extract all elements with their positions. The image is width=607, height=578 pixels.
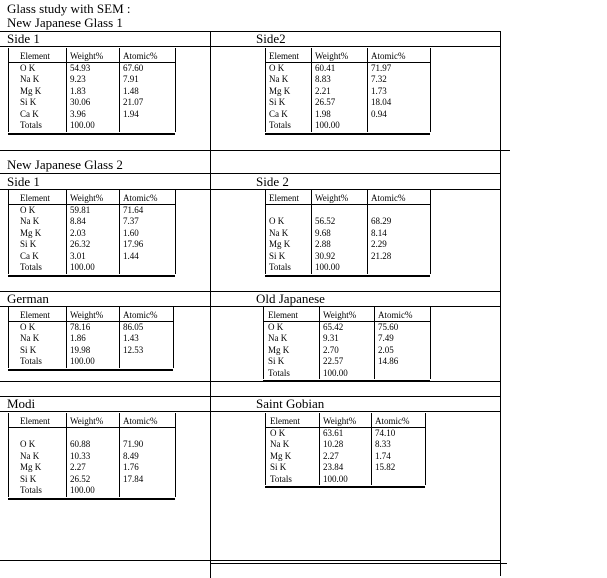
table-cell: 100.00	[323, 473, 348, 484]
table-cell: Ca K	[269, 108, 288, 119]
table-rule	[8, 133, 175, 135]
table-cell: 26.32	[70, 239, 91, 249]
table-cell: 3.01	[70, 250, 86, 261]
table-rule	[66, 307, 67, 368]
column-header: Atomic%	[123, 193, 158, 203]
table-rule	[263, 321, 430, 322]
table-cell: 1.86	[70, 333, 86, 343]
table-cell: 9.68	[315, 227, 331, 238]
table-rule	[8, 275, 175, 277]
table-cell: O K	[20, 62, 36, 73]
table-rule	[319, 413, 320, 485]
table-cell: Totals	[269, 120, 291, 130]
grid-line	[0, 560, 500, 561]
table-cell: O K	[270, 427, 286, 438]
table-cell: 2.27	[70, 462, 86, 472]
table-cell: 0.94	[371, 108, 387, 119]
table-cell: 8.14	[371, 227, 387, 238]
table-cell: 60.88	[70, 439, 91, 449]
table-cell: 2.21	[315, 85, 331, 96]
table-rule	[430, 190, 431, 274]
column-header: Atomic%	[123, 416, 158, 426]
column-header: Element	[269, 193, 299, 203]
table-cell: Mg K	[20, 85, 42, 96]
table-rule	[371, 413, 372, 485]
table-rule	[265, 486, 425, 488]
table-cell: 10.28	[323, 439, 344, 449]
table-cell: Na K	[20, 333, 40, 343]
table-rule	[175, 413, 176, 497]
table-cell: 7.91	[123, 74, 139, 84]
table-cell: 54.93	[70, 62, 91, 73]
column-header: Weight%	[315, 51, 349, 61]
table-cell: 2.70	[323, 344, 339, 355]
table-rule	[119, 48, 120, 132]
table-cell: 7.37	[123, 216, 139, 226]
table-cell: Si K	[270, 462, 287, 472]
column-header: Atomic%	[371, 193, 406, 203]
grid-line	[0, 173, 500, 174]
table-cell: 9.31	[323, 333, 339, 343]
table-rule	[265, 427, 425, 428]
table-cell: 19.98	[70, 344, 91, 355]
column-header: Element	[20, 51, 50, 61]
table-cell: Totals	[269, 262, 291, 272]
table-rule	[425, 413, 426, 485]
table-cell: 75.60	[378, 321, 399, 332]
table-cell: O K	[20, 439, 36, 449]
grid-line	[500, 31, 501, 576]
panel-label: Side2	[256, 31, 286, 46]
table-cell: 1.83	[70, 85, 86, 96]
table-cell: 30.06	[70, 97, 91, 107]
table-cell: 100.00	[315, 262, 340, 272]
table-cell: Mg K	[269, 85, 291, 96]
table-rule	[265, 413, 266, 485]
panel-label: Side 2	[256, 174, 289, 189]
table-cell: 8.49	[123, 450, 139, 461]
table-cell: 18.04	[371, 97, 392, 107]
element-table	[8, 193, 175, 274]
table-cell: Na K	[269, 227, 289, 238]
table-cell: 21.07	[123, 97, 144, 107]
panel-label: Old Japanese	[256, 291, 325, 306]
table-cell: Na K	[268, 333, 288, 343]
table-cell: Totals	[20, 356, 42, 366]
table-cell: 71.97	[371, 62, 392, 73]
grid-line	[0, 411, 500, 412]
table-rule	[265, 275, 430, 277]
table-cell: Si K	[269, 250, 286, 261]
table-rule	[119, 307, 120, 368]
table-cell: 67.60	[123, 62, 144, 73]
column-header: Element	[20, 310, 50, 320]
column-header: Weight%	[323, 310, 357, 320]
table-cell: 100.00	[315, 120, 340, 130]
table-cell: 63.61	[323, 427, 344, 438]
table-cell: Mg K	[268, 344, 290, 355]
element-table	[8, 51, 175, 132]
table-rule	[367, 190, 368, 274]
table-cell: Totals	[20, 485, 42, 495]
table-rule	[66, 413, 67, 497]
table-cell: 56.52	[315, 216, 336, 226]
table-cell: Si K	[269, 97, 286, 107]
column-header: Atomic%	[123, 310, 158, 320]
table-cell: 1.98	[315, 108, 331, 119]
column-header: Element	[20, 193, 50, 203]
grid-line	[210, 31, 211, 578]
table-rule	[175, 48, 176, 132]
panel-label: Modi	[7, 396, 36, 411]
table-rule	[8, 498, 175, 500]
table-rule	[265, 204, 430, 205]
table-cell: Ca K	[20, 250, 39, 261]
table-cell: 10.33	[70, 450, 91, 461]
column-header: Weight%	[70, 310, 104, 320]
column-header: Atomic%	[375, 416, 410, 426]
table-cell: 2.03	[70, 227, 86, 238]
table-cell: Na K	[270, 439, 290, 449]
table-rule	[430, 307, 431, 379]
table-cell: 22.57	[323, 356, 344, 366]
table-cell: 8.83	[315, 74, 331, 84]
table-cell: 100.00	[70, 120, 95, 130]
column-header: Weight%	[70, 193, 104, 203]
table-rule	[8, 48, 9, 132]
table-cell: 3.96	[70, 108, 86, 119]
table-rule	[265, 62, 430, 63]
panel-label: Saint Gobian	[256, 396, 325, 411]
table-cell: 1.48	[123, 85, 139, 96]
table-cell: Si K	[268, 356, 285, 366]
table-rule	[311, 190, 312, 274]
column-header: Weight%	[70, 51, 104, 61]
column-header: Atomic%	[378, 310, 413, 320]
table-cell: 14.86	[378, 356, 399, 366]
table-cell: 65.42	[323, 321, 344, 332]
table-cell: 7.32	[371, 74, 387, 84]
table-cell: 100.00	[70, 485, 95, 495]
table-cell: O K	[269, 216, 285, 226]
table-cell: Mg K	[20, 227, 42, 238]
grid-line	[0, 31, 500, 32]
table-cell: O K	[269, 62, 285, 73]
table-cell: 7.49	[378, 333, 394, 343]
table-cell: 17.84	[123, 473, 144, 484]
table-cell: 1.74	[375, 450, 391, 461]
section-heading-njg1: New Japanese Glass 1	[7, 15, 123, 30]
table-rule	[367, 48, 368, 132]
table-cell: 100.00	[323, 367, 348, 378]
table-cell: 26.52	[70, 473, 91, 484]
table-rule	[66, 48, 67, 132]
table-cell: 59.81	[70, 204, 91, 215]
table-rule	[263, 307, 264, 379]
table-cell: Na K	[20, 450, 40, 461]
grid-line	[0, 306, 500, 307]
table-cell: 1.76	[123, 462, 139, 472]
column-header: Element	[20, 416, 50, 426]
table-cell: Si K	[20, 473, 37, 484]
table-cell: O K	[268, 321, 284, 332]
table-cell: 1.43	[123, 333, 139, 343]
table-cell: 100.00	[70, 356, 95, 366]
table-cell: 8.33	[375, 439, 391, 449]
table-cell: 86.05	[123, 321, 144, 332]
table-cell: 9.23	[70, 74, 86, 84]
element-table	[263, 310, 430, 379]
table-cell: Si K	[20, 344, 37, 355]
column-header: Element	[268, 310, 298, 320]
table-cell: 8.84	[70, 216, 86, 226]
table-cell: 2.27	[323, 450, 339, 461]
document-title: Glass study with SEM :	[7, 1, 131, 16]
column-header: Weight%	[70, 416, 104, 426]
panel-label: German	[7, 291, 49, 306]
column-header: Weight%	[323, 416, 357, 426]
table-cell: Na K	[20, 216, 40, 226]
table-rule	[8, 307, 9, 368]
table-rule	[265, 48, 266, 132]
table-rule	[8, 413, 9, 497]
column-header: Atomic%	[123, 51, 158, 61]
table-rule	[119, 413, 120, 497]
table-cell: Na K	[269, 74, 289, 84]
section-heading-njg2: New Japanese Glass 2	[7, 157, 123, 172]
table-rule	[8, 369, 173, 371]
table-cell: 30.92	[315, 250, 336, 261]
table-cell: Mg K	[269, 239, 291, 249]
table-rule	[119, 190, 120, 274]
column-header: Element	[270, 416, 300, 426]
grid-line	[0, 46, 500, 47]
table-cell: Mg K	[270, 450, 292, 461]
table-cell: 1.94	[123, 108, 139, 119]
table-rule	[430, 48, 431, 132]
table-cell: 23.84	[323, 462, 344, 472]
table-rule	[319, 307, 320, 379]
table-cell: 1.60	[123, 227, 139, 238]
table-cell: 26.57	[315, 97, 336, 107]
table-cell: 1.44	[123, 250, 139, 261]
panel-label: Side 1	[7, 31, 40, 46]
table-cell: Totals	[268, 367, 290, 378]
element-table	[8, 310, 173, 368]
table-cell: Totals	[20, 262, 42, 272]
table-cell: 2.29	[371, 239, 387, 249]
table-cell: 2.88	[315, 239, 331, 249]
column-header: Weight%	[315, 193, 349, 203]
element-table	[265, 193, 430, 274]
table-cell: 17.96	[123, 239, 144, 249]
table-rule	[374, 307, 375, 379]
table-cell: 100.00	[70, 262, 95, 272]
table-cell: 78.16	[70, 321, 91, 332]
table-rule	[263, 380, 430, 382]
grid-line	[0, 291, 500, 292]
table-rule	[8, 190, 9, 274]
table-cell: 74.10	[375, 427, 396, 438]
element-table	[265, 51, 430, 132]
table-cell: Ca K	[20, 108, 39, 119]
table-rule	[173, 307, 174, 368]
table-cell: 60.41	[315, 62, 336, 73]
table-cell: Si K	[20, 239, 37, 249]
table-rule	[265, 133, 430, 135]
grid-line	[0, 150, 510, 151]
column-header: Atomic%	[371, 51, 406, 61]
table-cell: Totals	[20, 120, 42, 130]
table-rule	[66, 190, 67, 274]
table-cell: 12.53	[123, 344, 144, 355]
table-cell: 21.28	[371, 250, 392, 261]
column-header: Element	[269, 51, 299, 61]
table-rule	[175, 190, 176, 274]
table-rule	[8, 427, 175, 428]
element-table	[8, 416, 175, 497]
grid-line	[0, 189, 500, 190]
table-cell: Na K	[20, 74, 40, 84]
table-cell: O K	[20, 321, 36, 332]
table-rule	[265, 190, 266, 274]
grid-line	[0, 396, 500, 397]
table-cell: 71.64	[123, 204, 144, 215]
table-cell: 71.90	[123, 439, 144, 449]
grid-line	[210, 563, 507, 564]
table-cell: Totals	[270, 473, 292, 484]
table-cell: O K	[20, 204, 36, 215]
table-cell: 2.05	[378, 344, 394, 355]
panel-label: Side 1	[7, 174, 40, 189]
table-cell: 68.29	[371, 216, 392, 226]
element-table	[265, 416, 425, 485]
table-cell: 15.82	[375, 462, 396, 472]
table-cell: Si K	[20, 97, 37, 107]
table-cell: Mg K	[20, 462, 42, 472]
table-cell: 1.73	[371, 85, 387, 96]
table-rule	[311, 48, 312, 132]
